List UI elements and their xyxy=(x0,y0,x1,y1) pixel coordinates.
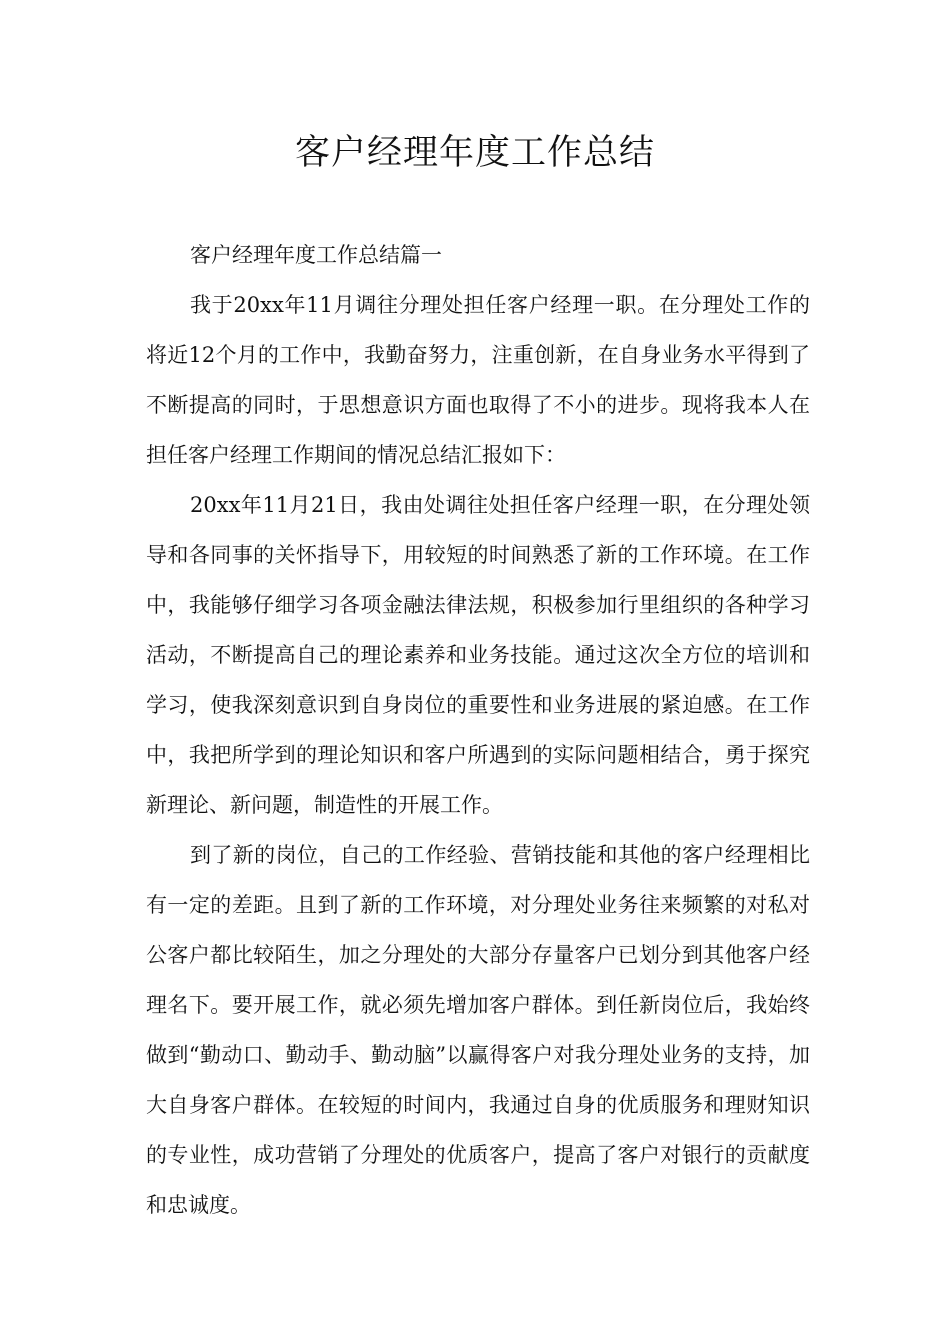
paragraph-1: 我于20xx年11月调往分理处担任客户经理一职。在分理处工作的将近12个月的工作中，我勤奋努力，注重创新，在自身业务水平得到了不断提高的同时，于思想意识方面也取得了不小的进步。现将我本人在担任客户经理工作期间的情况总结汇报如下： xyxy=(146,293,810,467)
paragraph-2: 20xx年11月21日，我由处调往处担任客户经理一职，在分理处领导和各同事的关怀指导下，用较短的时间熟悉了新的工作环境。在工作中，我能够仔细学习各项金融法律法规，积极参加行里组织的各种学习活动，不断提高自己的理论素养和业务技能。通过这次全方位的培训和学习，使我深刻意识到自身岗位的重要性和业务进展的紧迫感。在工作中，我把所学到的理论知识和客户所遇到的实际问题相结合，勇于探究新理论、新问题，制造性的开展工作。 xyxy=(146,493,810,817)
document-title: 客户经理年度工作总结 xyxy=(294,133,655,173)
paragraph-3: 到了新的岗位，自己的工作经验、营销技能和其他的客户经理相比有一定的差距。且到了新的工作环境，对分理处业务往来频繁的对私对公客户都比较陌生，加之分理处的大部分存量客户已划分到其他客户经理名下。要开展工作，就必须先增加客户群体。到任新岗位后，我始终做到“勤动口、勤动手、勤动脑”以赢得客户对我分理处业务的支持，加大自身客户群体。在较短的时间内，我通过自身的优质服务和理财知识的专业性，成功营销了分理处的优质客户，提高了客户对银行的贡献度和忠诚度。 xyxy=(146,843,810,1217)
document-body xyxy=(146,230,810,1230)
section-subheading: 客户经理年度工作总结篇一 xyxy=(190,243,442,267)
